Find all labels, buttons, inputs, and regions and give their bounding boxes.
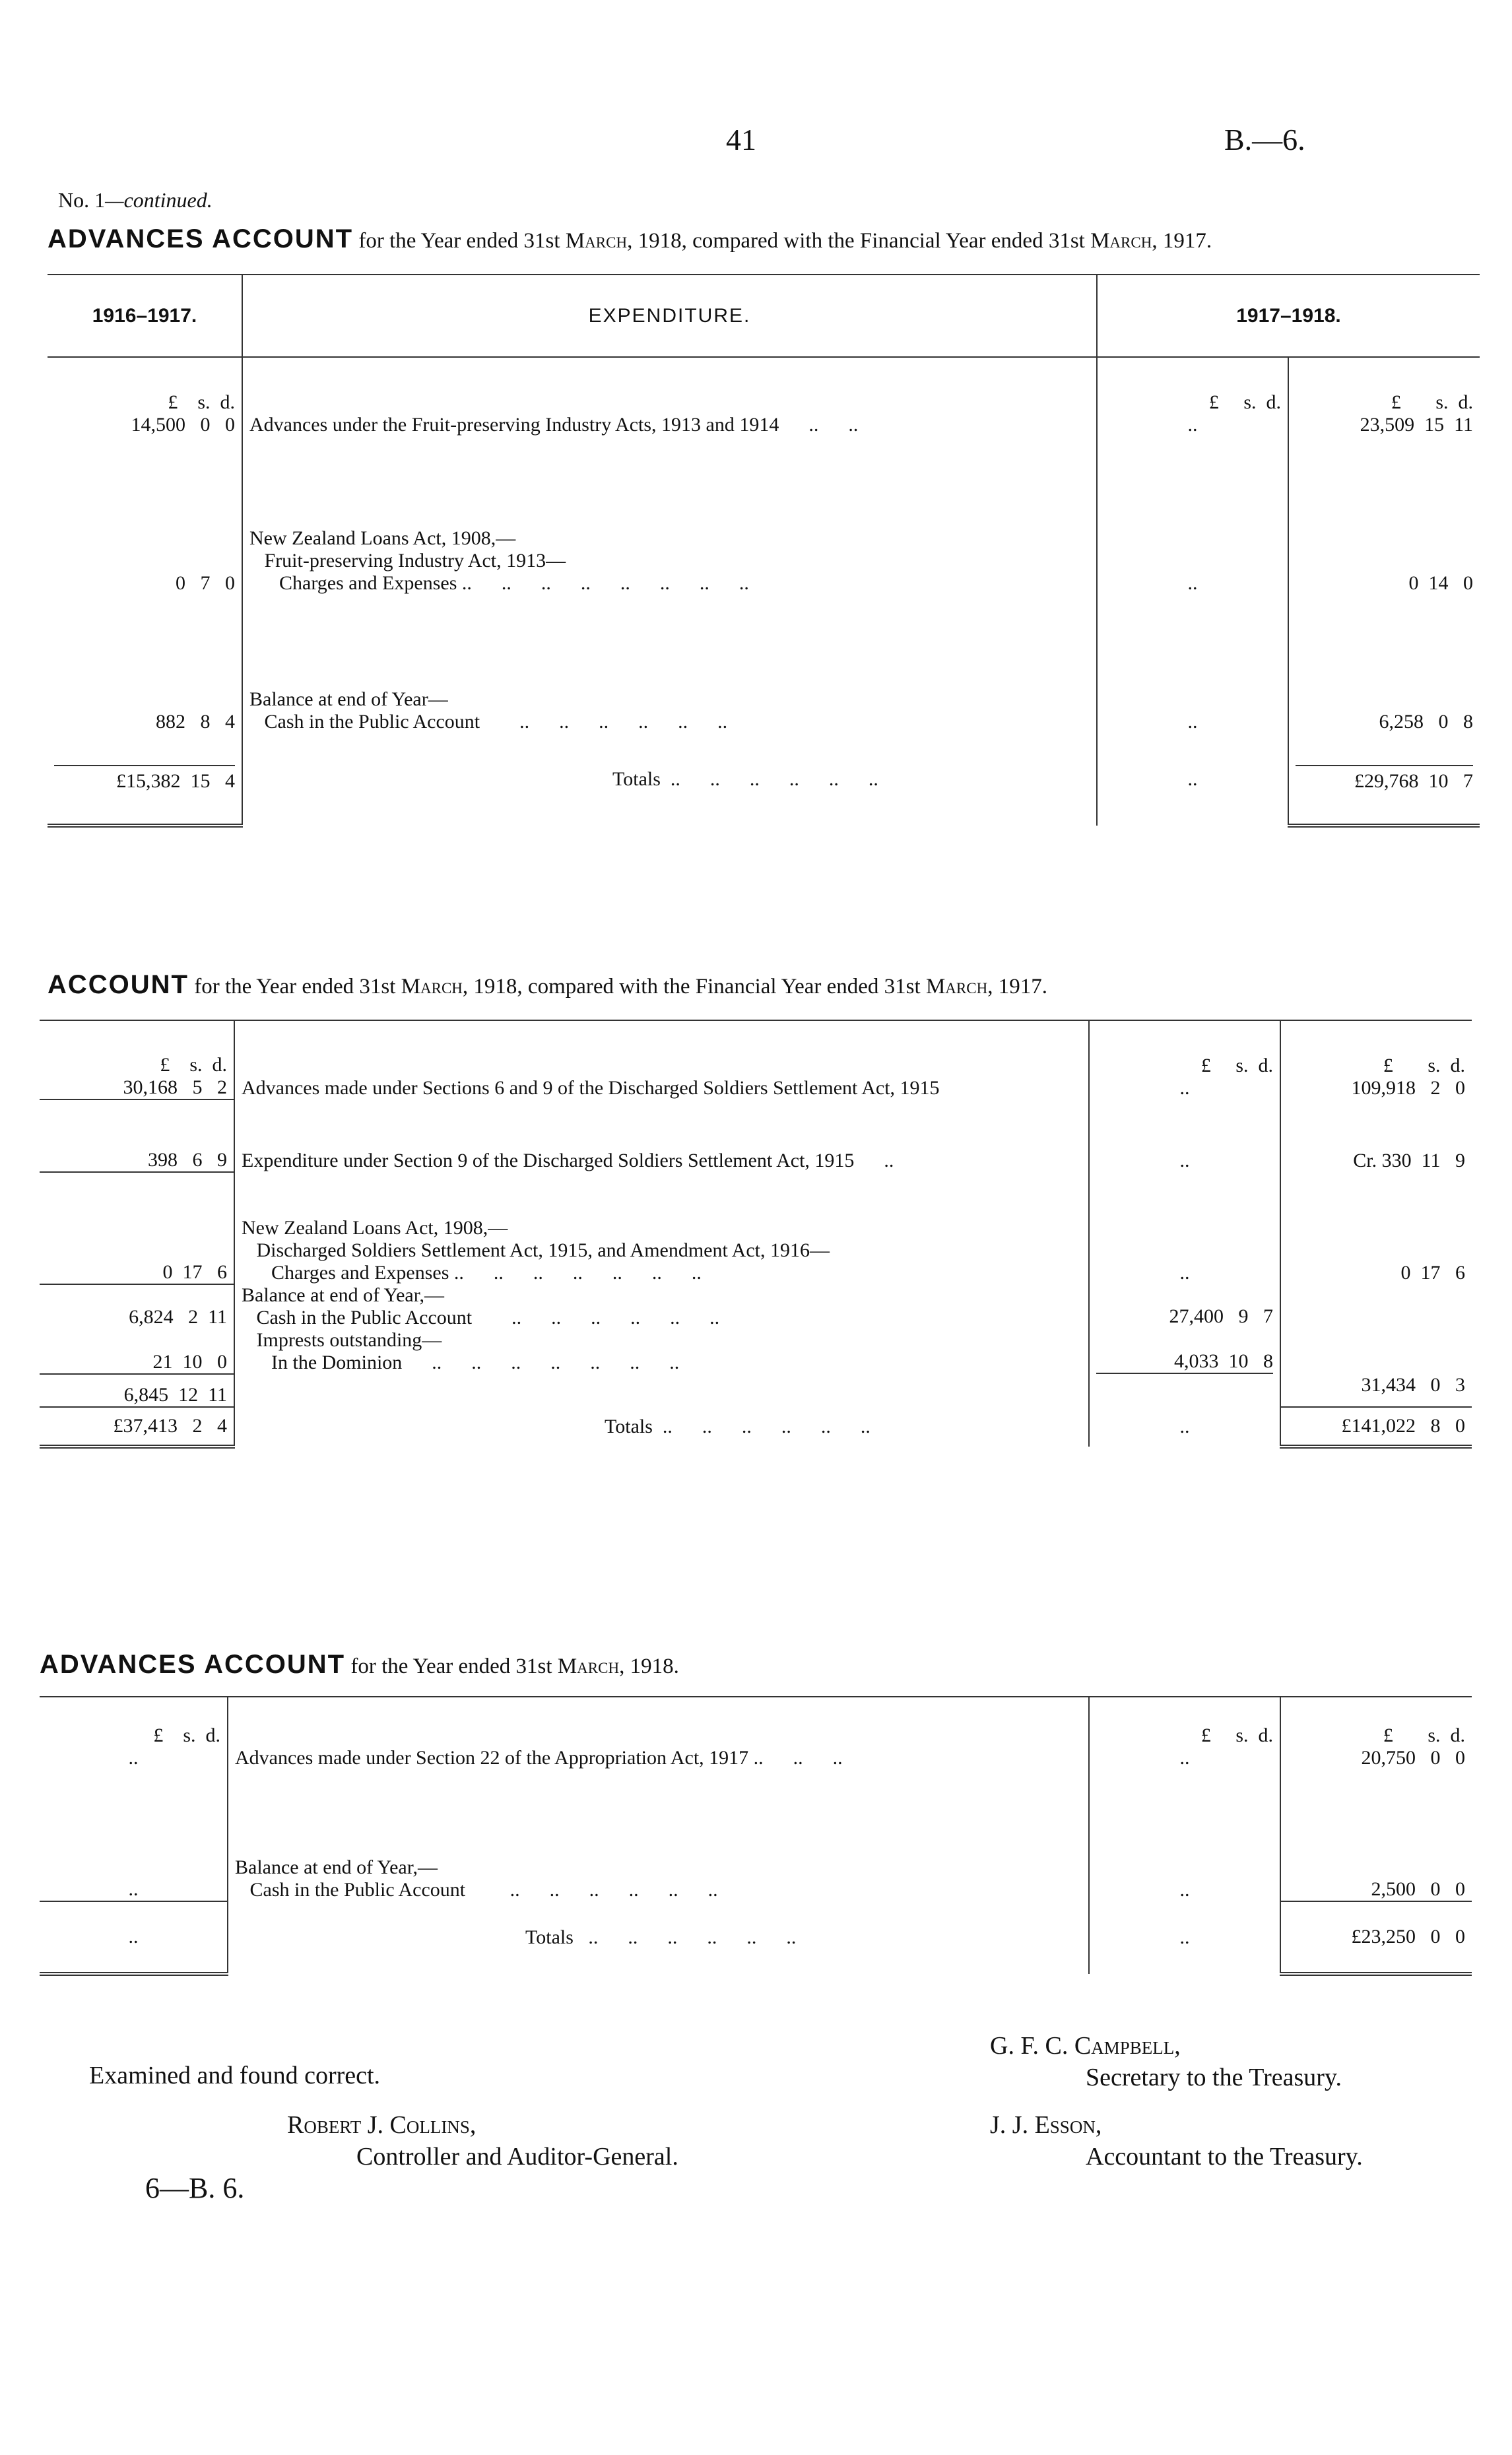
table-cell-prev: £ s. d. 14,500 0 0 [48, 357, 242, 436]
table-cell-a: £ s. d. .. [1089, 1020, 1280, 1099]
table-cell-a: .. [1097, 595, 1288, 733]
table-cell-a: £ s. d. .. [1097, 357, 1288, 436]
table-cell-a: .. [1097, 436, 1288, 595]
balance-prev: 6,824 2 11 21 10 0 [40, 1284, 234, 1374]
section1-title: ADVANCES ACCOUNT for the Year ended 31st March, 1918, compared with the Financial Year ended 31st March, 1917. [48, 224, 1212, 253]
table-cell-desc: Balance at end of Year,— Cash in the Public Account .. .. .. .. .. .. [228, 1769, 1089, 1901]
balance-subtotal-prev: 6,845 12 11 [40, 1374, 234, 1407]
table-cell-desc: Advances made under Section 22 of the Appropriation Act, 1917 .. .. .. [228, 1697, 1089, 1769]
col-header-prev-year: 1916–1917. [48, 275, 242, 357]
balance-a: 27,400 9 7 4,033 10 8 [1089, 1284, 1280, 1374]
table-cell-a: .. [1089, 1099, 1280, 1172]
totals-b: £141,022 8 0 [1280, 1407, 1472, 1447]
totals-a: .. [1089, 1901, 1280, 1974]
col-header-expenditure: EXPENDITURE. [242, 275, 1097, 357]
secretary-name: G. F. C. Campbell, [990, 2032, 1181, 2060]
table-cell-a: .. [1089, 1172, 1280, 1284]
table-cell-b: 6,258 0 8 [1288, 595, 1480, 733]
table-cell-prev: 398 6 9 [40, 1099, 234, 1172]
table-cell-desc: Advances made under Sections 6 and 9 of the Discharged Soldiers Settlement Act, 1915 [234, 1020, 1089, 1099]
footer-reference: 6—B. 6. [145, 2172, 245, 2204]
table-cell-a: .. [1089, 1769, 1280, 1901]
table-cell-prev: .. [128, 1878, 139, 1900]
table-cell-prev: 882 8 4 [156, 711, 235, 733]
secretary-title: Secretary to the Treasury. [1086, 2064, 1342, 2091]
table-cell-a: £ s. d. .. [1089, 1697, 1280, 1769]
table-cell-b: 0 17 6 [1280, 1172, 1472, 1284]
col-header-curr-year: 1917–1918. [1097, 275, 1480, 357]
totals-label: Totals .. .. .. .. .. .. [242, 733, 1097, 826]
table-cell-desc: New Zealand Loans Act, 1908,— Discharged Soldiers Settlement Act, 1915, and Amendment Act, 1916— Charges and Expenses .. .. .. .. .. .. .. [234, 1172, 1089, 1284]
section2-title: ACCOUNT for the Year ended 31st March, 1918, compared with the Financial Year ended 31st March, 1917. [48, 970, 1047, 999]
section2-table [40, 1020, 1472, 1449]
accountant-title: Accountant to the Treasury. [1086, 2143, 1363, 2171]
totals-b: £29,768 10 7 [1288, 733, 1480, 826]
table-cell-b: £ s. d. 23,509 15 11 [1288, 357, 1480, 436]
section3-title: ADVANCES ACCOUNT for the Year ended 31st March, 1918. [40, 1650, 679, 1679]
table-cell-desc: Expenditure under Section 9 of the Discharged Soldiers Settlement Act, 1915 .. [234, 1099, 1089, 1172]
auditor-title: Controller and Auditor-General. [356, 2143, 678, 2171]
page-number: 41 [726, 123, 756, 156]
table-cell-desc: Advances under the Fruit-preserving Industry Acts, 1913 and 1914 .. .. [242, 357, 1097, 436]
table-cell-prev: £ s. d. 30,168 5 2 [40, 1020, 234, 1099]
balance-b [1280, 1284, 1472, 1374]
section3-table [40, 1696, 1472, 1976]
totals-a: .. [1089, 1407, 1280, 1447]
table-cell-prev: 0 17 6 [40, 1172, 234, 1284]
totals-a: .. [1097, 733, 1288, 826]
table-cell-desc: New Zealand Loans Act, 1908,— Fruit-preserving Industry Act, 1913— Charges and Expenses .. .. .. .. .. .. .. .. [242, 436, 1097, 595]
accountant-name: J. J. Esson, [990, 2111, 1102, 2139]
table-cell-prev: £ s. d. .. [40, 1697, 228, 1769]
section1-table [48, 274, 1480, 828]
examined-statement: Examined and found correct. [89, 2062, 381, 2089]
table-cell-desc: Balance at end of Year— Cash in the Public Account .. .. .. .. .. .. [242, 595, 1097, 733]
balance-subtotal-b: 31,434 0 3 [1280, 1374, 1472, 1407]
table-cell-b: £ s. d. 20,750 0 0 [1280, 1697, 1472, 1769]
table-cell-b: 2,500 0 0 [1280, 1769, 1472, 1901]
table-cell-b: £ s. d. 109,918 2 0 [1280, 1020, 1472, 1099]
table-cell-b: Cr. 330 11 9 [1280, 1099, 1472, 1172]
balance-desc: Balance at end of Year,— Cash in the Public Account .. .. .. .. .. .. Imprests outstanding— In the Dominion .. .. .. .. .. .. .. [234, 1284, 1089, 1374]
table-cell-prev: 0 7 0 [176, 572, 235, 594]
table-cell-b: 0 14 0 [1288, 436, 1480, 595]
auditor-name: Robert J. Collins, [287, 2111, 477, 2139]
totals-prev: .. [40, 1901, 228, 1974]
continued-label: No. 1—continued. [58, 188, 213, 212]
totals-prev: £15,382 15 4 [48, 733, 242, 826]
page-reference: B.—6. [1224, 123, 1305, 156]
totals-label: Totals .. .. .. .. .. .. [234, 1407, 1089, 1447]
totals-prev: £37,413 2 4 [40, 1407, 234, 1447]
totals-b: £23,250 0 0 [1280, 1901, 1472, 1974]
totals-label: Totals .. .. .. .. .. .. [228, 1901, 1089, 1974]
